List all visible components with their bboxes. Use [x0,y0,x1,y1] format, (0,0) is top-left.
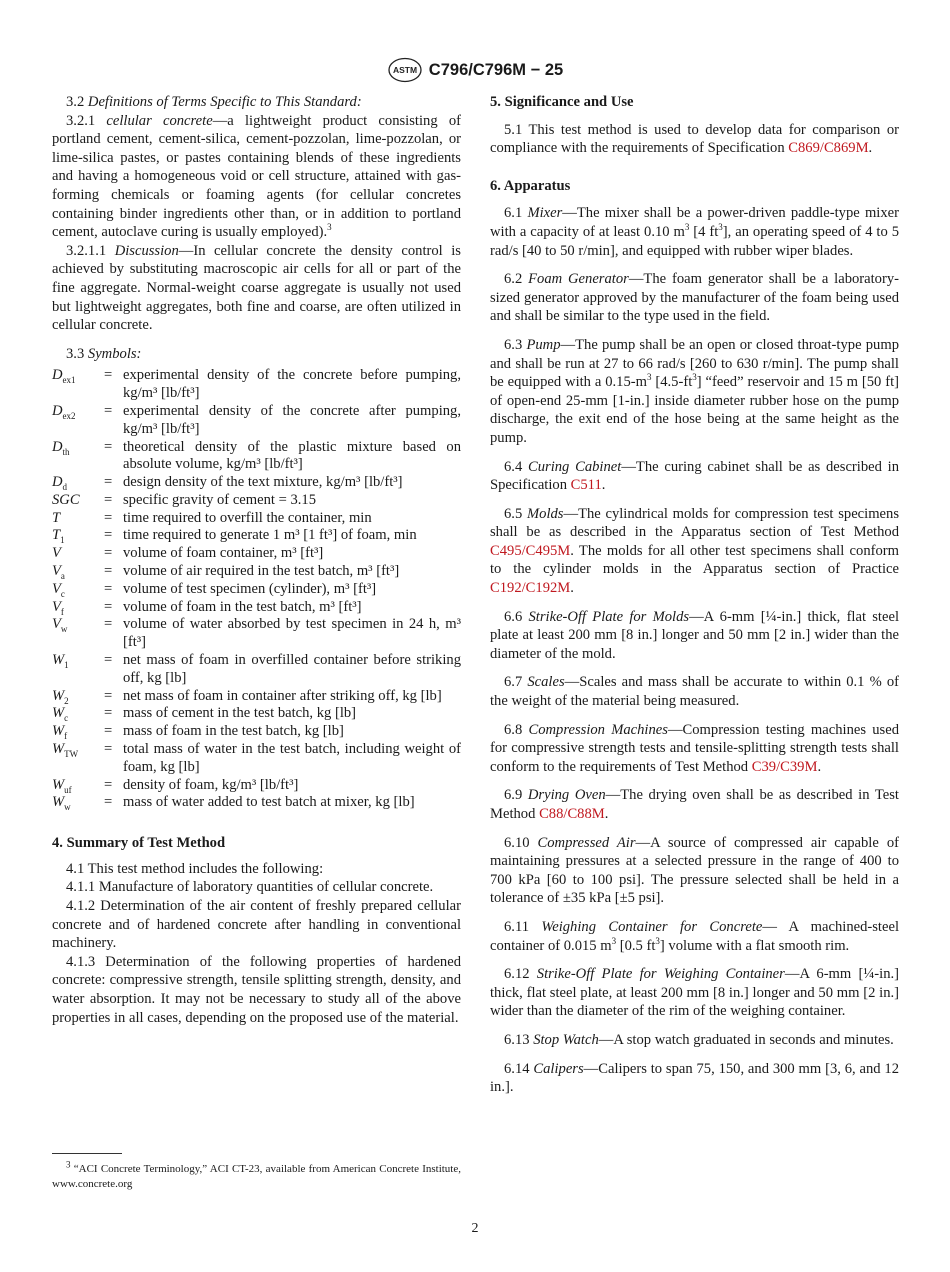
symbol-row [52,563,461,581]
symbol-row [52,741,461,777]
symbol-name: $W_1$ [52,652,69,670]
section-5-heading: 5. Significance and Use [490,94,634,110]
symbol-equals: = [104,527,113,544]
ref-link[interactable]: C511 [570,477,602,494]
symbol-name: $T_1$ [52,527,65,546]
symbol-name: $V_f$ [52,598,64,617]
symbol-name: $V_w$ [52,616,68,635]
symbol-equals: = [104,509,113,526]
symbol-equals: = [104,474,113,491]
symbol-equals: = [104,794,113,811]
symbol-equals: = [104,402,113,419]
left-column [52,93,461,1027]
symbol-definition: experimental density of the concrete after pumping, kg/m³ [lb/ft³] [123,402,461,437]
symbol-equals: = [104,580,113,597]
symbol-equals: = [104,687,113,704]
symbol-definition: design density of the text mixture, kg/m³ [lb/ft³] [123,474,403,491]
symbol-name: $V_c$ [52,580,65,599]
section-6-11: 6.11 Weighing Container for Concrete— A machined-steel container of 0.015 $m^3$ [0.5 $ft^3$] volume with a flat smooth rim. [490,918,899,954]
ref-link[interactable]: C192/C192M [490,580,571,597]
symbol-definition: mass of cement in the test batch, kg [lb] [123,705,357,722]
page-header [0,57,950,83]
symbol-definition: density of foam, kg/m³ [lb/ft³] [123,776,299,793]
section-6-10: 6.10 Compressed Air—A source of compressed air capable of maintaining pressures at a selected pressure in the range of 400 to 700 kPa [60 to 100 psi]. The pressure selected shall be held in a tolerance of ±35 kPa [±5 psi]. [490,834,899,907]
section-3-2: 3.2 Definitions of Terms Specific to This Standard: [66,94,362,110]
symbol-row [52,652,461,688]
symbol-name: $V_a$ [52,563,65,581]
symbol-equals: = [104,723,113,740]
symbol-row [52,705,461,723]
symbol-equals: = [104,652,113,669]
section-6-14: 6.14 Calipers—Calipers to span 75, 150, and 300 mm [3, 6, and 12 in.]. [490,1060,900,1096]
symbol-equals: = [104,705,113,722]
symbol-row [52,777,461,795]
symbol-row [52,581,461,599]
symbol-name: T [52,509,61,526]
symbol-row [52,510,461,528]
symbol-definition: time required to generate 1 m³ [1 ft³] of foam, min [123,527,417,544]
symbol-equals: = [104,491,113,508]
astm-logo-icon [387,57,423,83]
section-6-12: 6.12 Strike-Off Plate for Weighing Container—A 6-mm [¼-in.] thick, flat steel plate, at least 200 mm [8 in.] longer and 50 mm [2 in.] wider than the diameter of the rim of the weighing container. [490,966,900,1020]
symbol-definition: volume of test specimen (cylinder), m³ [ft³] [123,580,377,597]
symbol-row [52,367,461,403]
document-designation: C796/C796M − 25 [428,60,564,79]
symbol-row [52,723,461,741]
section-6-5: 6.5 Molds—The cylindrical molds for compression test specimens shall be as described in the Apparatus section of Test Method C495/C495M. The molds for all other test specimens shall conform to the cylinder molds in the Apparatus section of Practice C192/C192M. [490,505,900,597]
section-4-1-1: 4.1.1 Manufacture of laboratory quantities of cellular concrete. [66,879,434,896]
section-6-heading: 6. Apparatus [490,177,571,194]
section-6-6: 6.6 Strike-Off Plate for Molds—A 6-mm [¼-in.] thick, flat steel plate at least 200 mm [8 in.] longer and 50 mm [2 in.] wider than the diameter of the mold. [490,608,899,662]
symbol-row [52,474,461,492]
symbol-definition: total mass of water in the test batch, including weight of foam, kg [lb] [123,741,461,775]
symbol-equals: = [104,616,113,633]
symbol-name: $W_2$ [52,687,69,706]
symbol-definition: mass of water added to test batch at mixer, kg [lb] [123,794,415,811]
ref-link[interactable]: C495/C495M [490,542,571,559]
symbol-definition: time required to overfill the container, min [123,509,372,526]
symbol-definition: volume of foam in the test batch, m³ [ft³] [123,598,362,615]
section-6-7: 6.7 Scales—Scales and mass shall be accurate to within 0.1 % of the weight of the material being measured. [490,674,899,710]
symbol-name: $D_{ex1}$ [52,367,76,386]
symbol-row [52,688,461,706]
symbol-name: $D_{th}$ [52,438,70,457]
symbol-name: $W_w$ [52,794,71,813]
symbol-equals: = [104,438,113,455]
symbol-row [52,492,461,510]
symbol-row [52,616,461,652]
symbol-definition: net mass of foam in container after striking off, kg [lb] [123,687,442,704]
footnote: $^3$ “ACI Concrete Terminology,” ACI CT-23, available from American Concrete Institute, www.concrete.org [52,1159,461,1190]
symbol-definition: volume of air required in the test batch, m³ [ft³] [123,563,400,580]
ref-link[interactable]: C88/C88M [539,806,605,822]
symbol-name: $W_{uf}$ [52,776,72,795]
footnote-divider [52,1153,122,1154]
section-6-4: 6.4 Curing Cabinet—The curing cabinet shall be as described in Specification C511. [490,458,899,494]
section-4-1: 4.1 This test method includes the following: [66,860,324,877]
section-6-9: 6.9 Drying Oven—The drying oven shall be as described in Test Method C88/C88M. [490,787,899,822]
symbol-equals: = [104,367,113,384]
astm-logo-text: ASTM [392,65,417,76]
symbol-row [52,794,461,812]
symbol-equals: = [104,545,113,562]
footnote-ref: 3 [327,222,332,233]
section-6-13: 6.13 Stop Watch—A stop watch graduated in seconds and minutes. [504,1031,894,1048]
section-4-1-2: 4.1.2 Determination of the air content of freshly prepared cellular concrete and of hardened concrete after handling in conventional machinery. [52,898,461,952]
right-column [490,93,899,1097]
section-4-heading: 4. Summary of Test Method [52,835,226,852]
symbol-row [52,403,461,439]
symbol-definition: theoretical density of the plastic mixture based on absolute volume, kg/m³ [lb/ft³] [123,438,461,473]
symbol-definition: volume of water absorbed by test specimen in 24 h, m³ [ft³] [123,616,461,651]
section-3-2-1: 3.2.1 cellular concrete—a lightweight product consisting of portland cement, cement-silica, cement-pozzolan, lime-pozzolan, or lime-silica pastes, or pastes containing blends of these ingredients and having a homogeneous void or cell structure, attained with gas-forming chemicals or foaming agents (for cellular concretes containing binder ingredients other than, or in addition to portland cement, autoclave curing is usually employed).$^3$ [52,112,461,241]
symbol-definition: specific gravity of cement = 3.15 [123,491,317,508]
symbol-name: $W_f$ [52,723,68,742]
section-6-3: 6.3 Pump—The pump shall be an open or closed throat-type pump and shall be run at 27 to 66 rad/s [260 to 630 r/min]. The pump shall be equipped with a $0.15-m^3$ $[4.5-ft^3]$ “feed” reservoir and 15 m [50 ft] of open-end 25-mm [1-in.] inside diameter rubber hose on the pump discharge, the exit end of the hose being at the same height as the pump. [490,336,899,446]
symbol-row [52,545,461,563]
symbol-name: SGC [52,491,80,508]
symbol-equals: = [104,776,113,793]
symbol-equals: = [104,741,113,758]
page-number: 2 [471,1221,479,1236]
symbol-row [52,439,461,475]
symbol-definition: net mass of foam in overfilled container before striking off, kg [lb] [123,652,461,686]
symbol-name: $D_{ex2}$ [52,402,76,421]
symbol-row [52,599,461,617]
symbol-name: $W_{TW}$ [52,741,79,759]
section-6-1: 6.1 Mixer—The mixer shall be a power-driven paddle-type mixer with a capacity of at least 0.10 $m^3$ [4 $ft^3$], an operating speed of 4 to 5 rad/s [40 to 50 r/min], and equipped with rubber wiper blades. [490,205,900,259]
symbol-row [52,527,461,545]
symbol-definition: mass of foam in the test batch, kg [lb] [123,723,344,740]
ref-link[interactable]: C39/C39M [751,758,818,775]
symbol-definition: experimental density of the concrete before pumping, kg/m³ [lb/ft³] [123,367,461,402]
ref-link[interactable]: C869/C869M [788,140,869,157]
symbol-name: $D_d$ [52,474,68,492]
symbols-list [52,367,461,812]
section-6-2: 6.2 Foam Generator—The foam generator shall be a laboratory-sized generator approved by the manufacturer of the foam being used and shall be similar to the type used in the field. [490,271,899,325]
symbol-equals: = [104,598,113,615]
section-6-8: 6.8 Compression Machines—Compression testing machines used for compressive strength tests and tensile-splitting strength tests shall conform to the requirements of Test Method C39/C39M. [490,721,900,775]
symbol-equals: = [104,563,113,580]
section-5-1: 5.1 This test method is used to develop data for comparison or compliance with the requirements of Specification C869/C869M. [490,121,899,157]
section-3-3: 3.3 Symbols: [66,345,142,362]
symbol-name: $W_c$ [52,705,69,724]
section-4-1-3: 4.1.3 Determination of the following properties of hardened concrete: compressive strength, tensile splitting strength, density, and water absorption. It may not be necessary to study all of the above properties in all cases, depending on the proposed use of the material. [52,953,461,1026]
section-3-2-1-1: 3.2.1.1 Discussion—In cellular concrete the density control is achieved by substituting macroscopic air cells for all or part of the fine aggregate. Normal-weight coarse aggregate is usually not used but lightweight aggregates, both fine and coarse, are often utilized in cellular concrete. [52,242,461,334]
symbol-name: V [52,545,61,562]
symbol-definition: volume of foam container, m³ [ft³] [123,545,324,562]
